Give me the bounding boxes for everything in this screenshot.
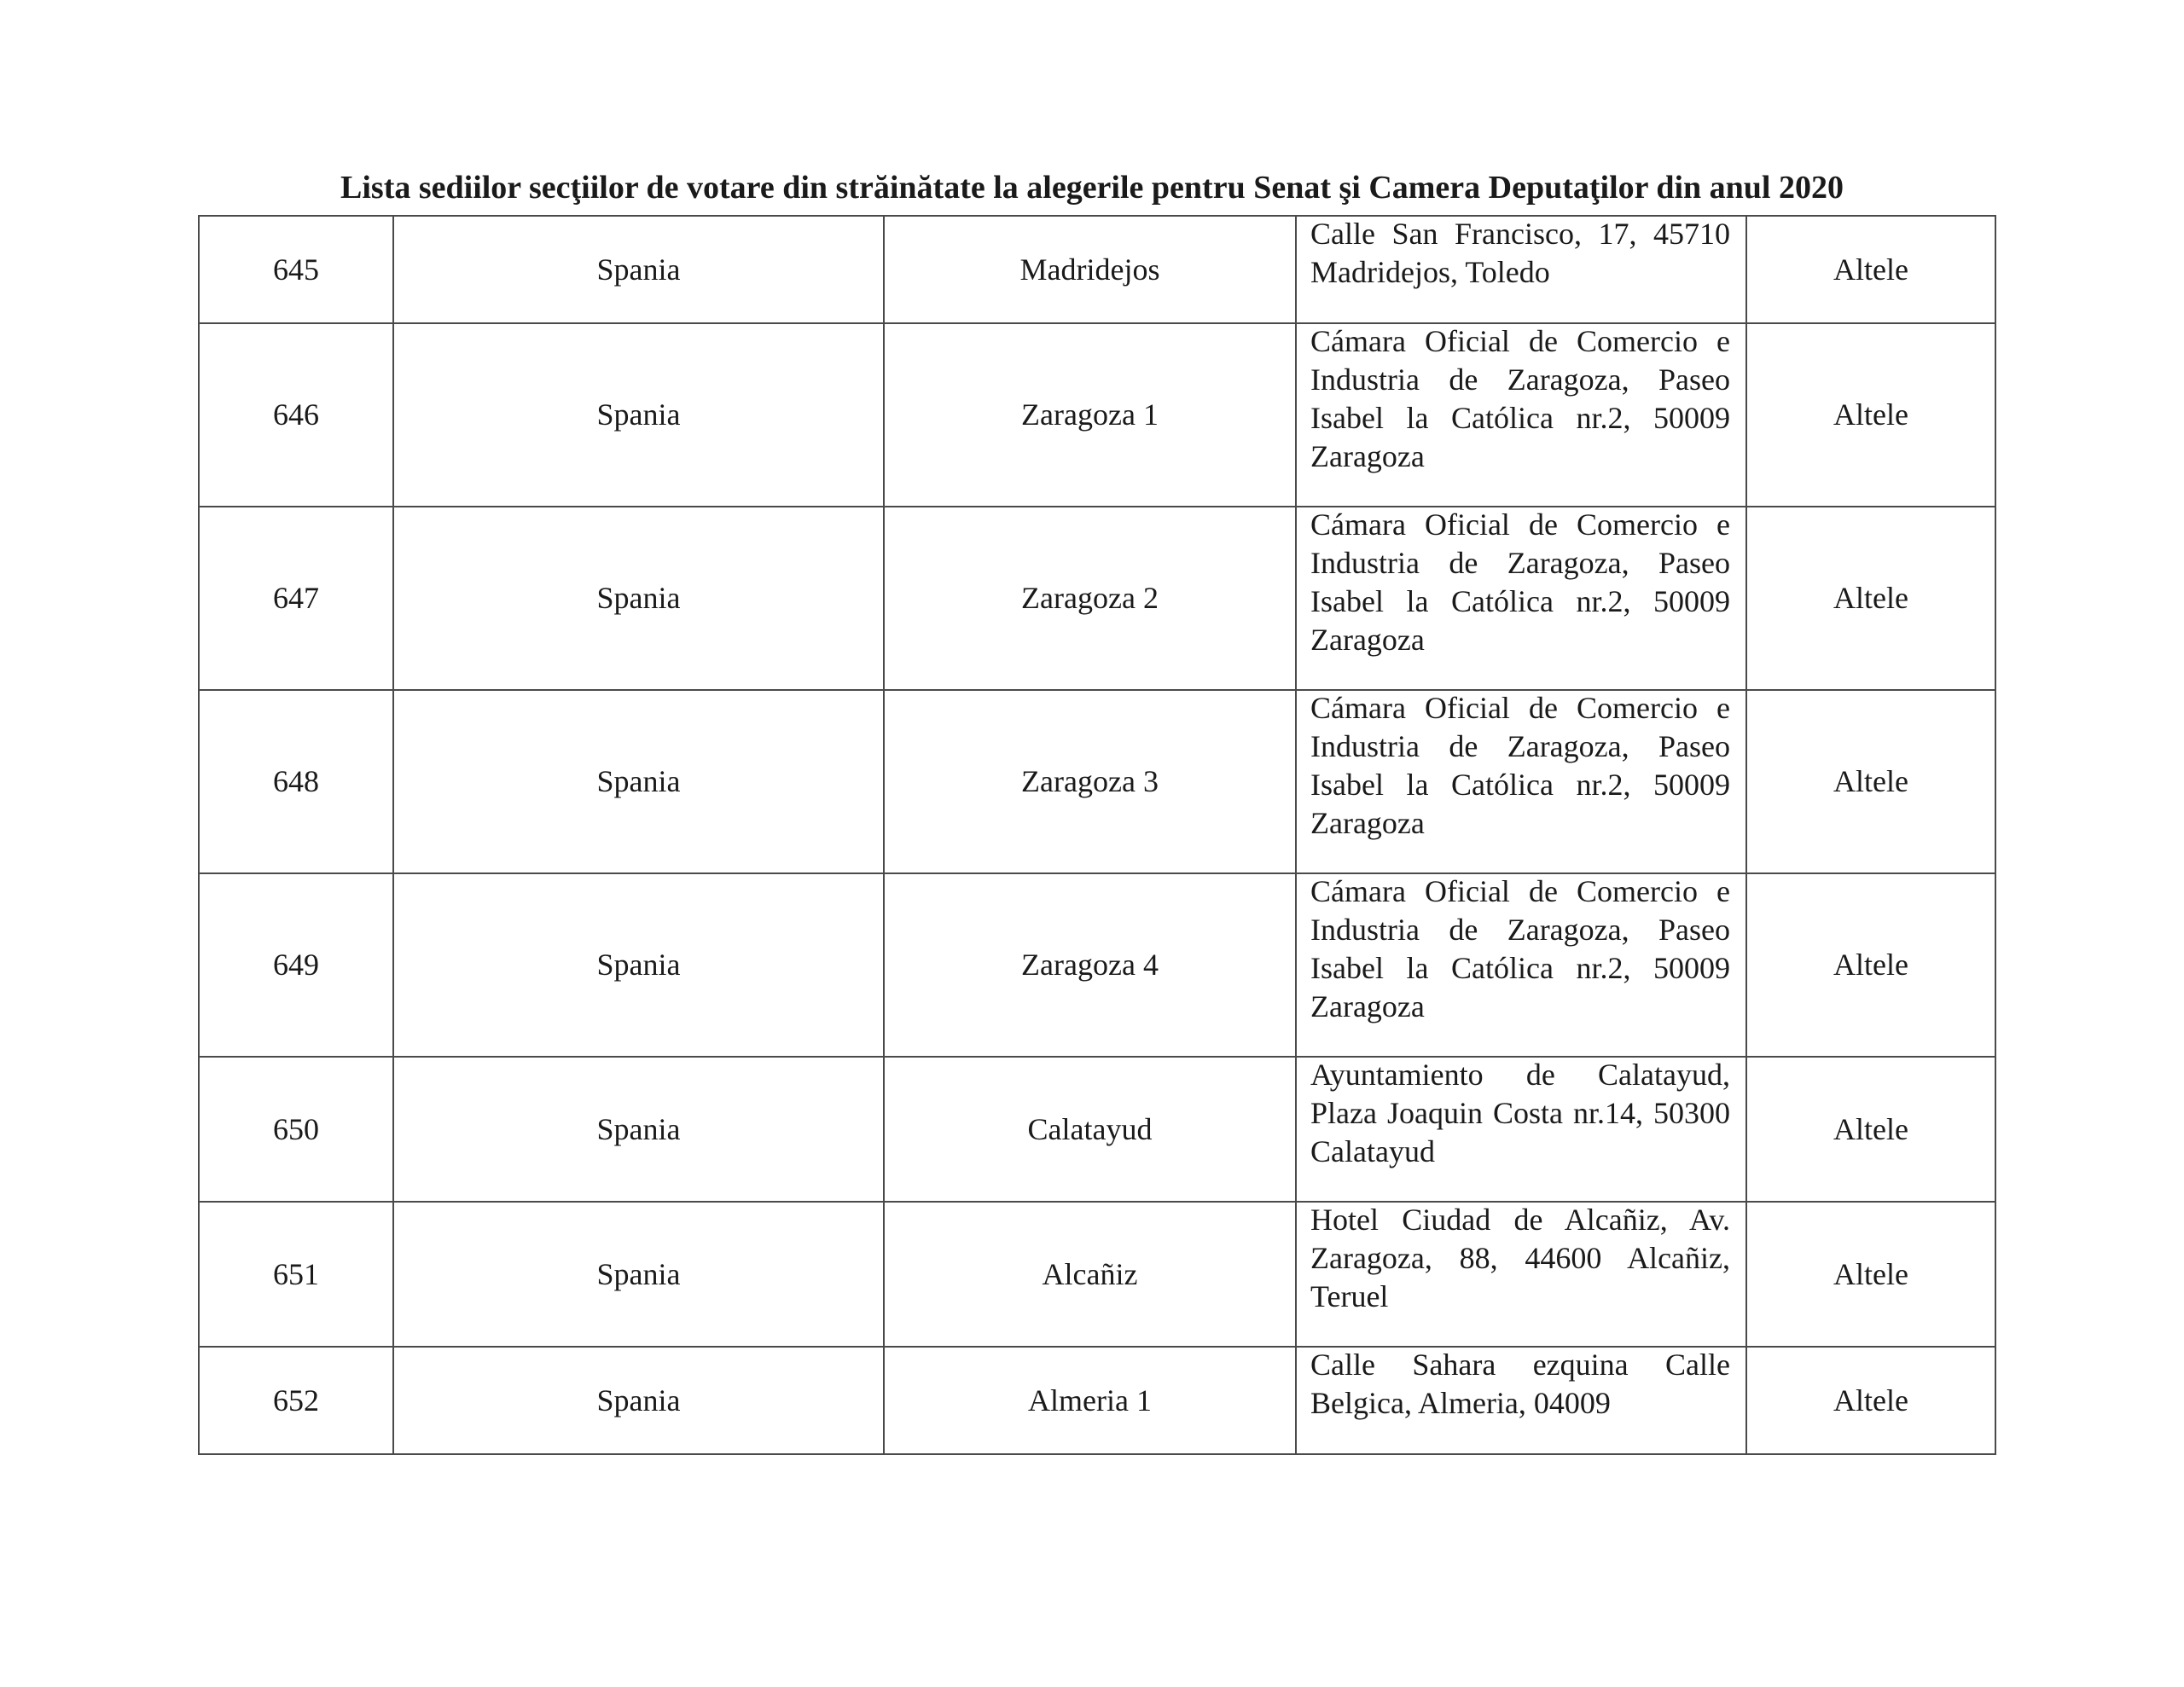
section-number-cell: 649: [199, 873, 393, 1057]
table-row: [199, 216, 1995, 323]
address-cell: Calle San Francisco, 17, 45710 Madridejos, Toledo: [1296, 216, 1746, 323]
address-cell: Ayuntamiento de Calatayud, Plaza Joaquin Costa nr.14, 50300 Calatayud: [1296, 1057, 1746, 1202]
section-number-cell: 652: [199, 1347, 393, 1454]
section-number-cell: 647: [199, 507, 393, 690]
type-cell: Altele: [1746, 873, 1995, 1057]
locality-cell: Almeria 1: [884, 1347, 1296, 1454]
country-cell: Spania: [393, 1202, 884, 1347]
type-cell: Altele: [1746, 507, 1995, 690]
type-cell: Altele: [1746, 323, 1995, 507]
locality-cell: Zaragoza 2: [884, 507, 1296, 690]
polling-stations-table: [198, 215, 1996, 1455]
section-number-cell: 650: [199, 1057, 393, 1202]
locality-cell: Calatayud: [884, 1057, 1296, 1202]
table-row: [199, 1202, 1995, 1347]
section-number-cell: 645: [199, 216, 393, 323]
table-row: [199, 1347, 1995, 1454]
address-cell: Cámara Oficial de Comercio e Industria de Zaragoza, Paseo Isabel la Católica nr.2, 50009 Zaragoza: [1296, 507, 1746, 690]
section-number-cell: 646: [199, 323, 393, 507]
document-title: Lista sediilor secţiilor de votare din străinătate la alegerile pentru Senat şi Camera Deputaţilor din anul 2020: [340, 170, 1844, 206]
country-cell: Spania: [393, 1347, 884, 1454]
table-row: [199, 323, 1995, 507]
country-cell: Spania: [393, 873, 884, 1057]
table-row: [199, 1057, 1995, 1202]
address-cell: Calle Sahara ezquina Calle Belgica, Almeria, 04009: [1296, 1347, 1746, 1454]
locality-cell: Zaragoza 4: [884, 873, 1296, 1057]
table-row: [199, 873, 1995, 1057]
locality-cell: Zaragoza 1: [884, 323, 1296, 507]
address-cell: Cámara Oficial de Comercio e Industria de Zaragoza, Paseo Isabel la Católica nr.2, 50009 Zaragoza: [1296, 873, 1746, 1057]
address-cell: Hotel Ciudad de Alcañiz, Av. Zaragoza, 88, 44600 Alcañiz, Teruel: [1296, 1202, 1746, 1347]
type-cell: Altele: [1746, 1347, 1995, 1454]
type-cell: Altele: [1746, 1057, 1995, 1202]
country-cell: Spania: [393, 690, 884, 873]
country-cell: Spania: [393, 216, 884, 323]
type-cell: Altele: [1746, 1202, 1995, 1347]
address-cell: Cámara Oficial de Comercio e Industria de Zaragoza, Paseo Isabel la Católica nr.2, 50009 Zaragoza: [1296, 690, 1746, 873]
country-cell: Spania: [393, 323, 884, 507]
country-cell: Spania: [393, 1057, 884, 1202]
country-cell: Spania: [393, 507, 884, 690]
section-number-cell: 651: [199, 1202, 393, 1347]
table-row: [199, 690, 1995, 873]
locality-cell: Zaragoza 3: [884, 690, 1296, 873]
section-number-cell: 648: [199, 690, 393, 873]
address-cell: Cámara Oficial de Comercio e Industria de Zaragoza, Paseo Isabel la Católica nr.2, 50009 Zaragoza: [1296, 323, 1746, 507]
table-row: [199, 507, 1995, 690]
type-cell: Altele: [1746, 690, 1995, 873]
locality-cell: Madridejos: [884, 216, 1296, 323]
type-cell: Altele: [1746, 216, 1995, 323]
locality-cell: Alcañiz: [884, 1202, 1296, 1347]
